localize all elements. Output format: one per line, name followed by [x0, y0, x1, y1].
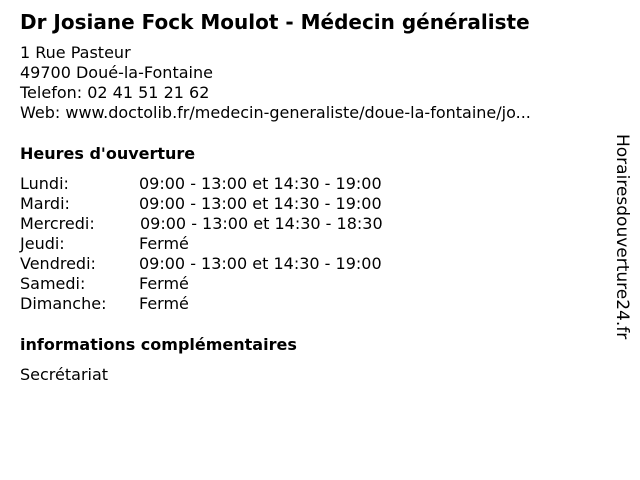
day-label: Mercredi:: [20, 214, 95, 233]
site-watermark: Horairesdouverture24.fr: [612, 134, 632, 340]
city-address: 49700 Doué-la-Fontaine: [20, 63, 213, 82]
time-value: 09:00 - 13:00 et 14:30 - 19:00: [139, 174, 382, 193]
time-value: Fermé: [139, 294, 189, 313]
day-label: Lundi:: [20, 174, 69, 193]
phone-number: Telefon: 02 41 51 21 62: [20, 83, 210, 102]
time-value: 09:00 - 13:00 et 14:30 - 19:00: [139, 254, 382, 273]
additional-info-text: Secrétariat: [20, 365, 109, 384]
street-address: 1 Rue Pasteur: [20, 43, 131, 62]
day-label: Jeudi:: [20, 234, 65, 253]
additional-info-heading: informations complémentaires: [20, 335, 297, 354]
time-value: 09:00 - 13:00 et 14:30 - 18:30: [140, 214, 383, 233]
time-value: Fermé: [139, 234, 189, 253]
page-title: Dr Josiane Fock Moulot - Médecin généraliste: [20, 10, 530, 34]
day-label: Mardi:: [20, 194, 70, 213]
website-link[interactable]: Web: www.doctolib.fr/medecin-generaliste/doue-la-fontaine/jo...: [20, 103, 531, 122]
contact-block: [20, 43, 531, 123]
day-label: Dimanche:: [20, 294, 107, 313]
opening-hours-heading: Heures d'ouverture: [20, 144, 196, 163]
day-label: Vendredi:: [20, 254, 96, 273]
time-value: 09:00 - 13:00 et 14:30 - 19:00: [139, 194, 382, 213]
time-value: Fermé: [139, 274, 189, 293]
day-label: Samedi:: [20, 274, 86, 293]
